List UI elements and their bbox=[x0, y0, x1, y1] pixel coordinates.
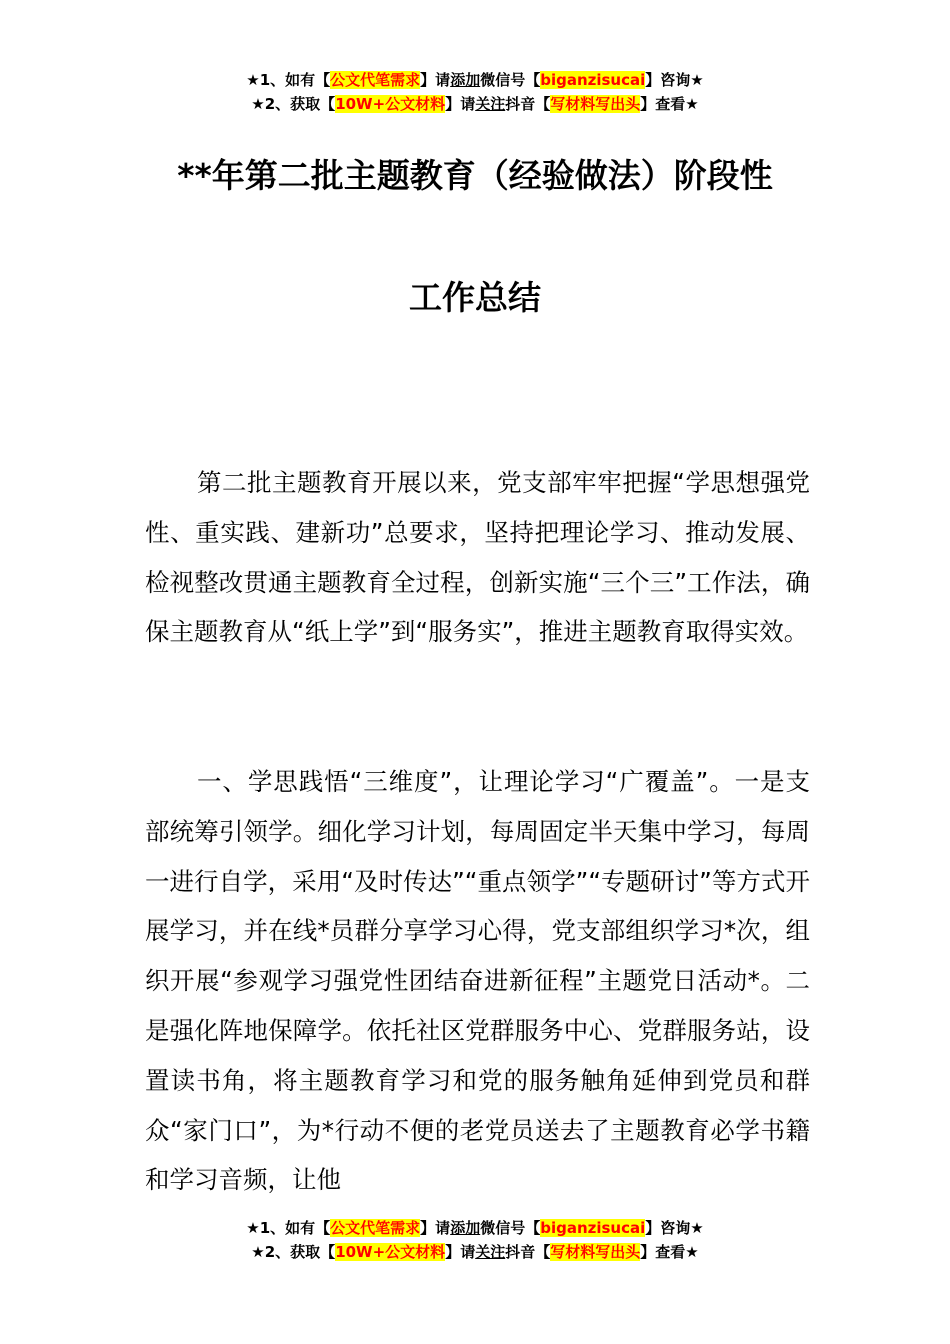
promo-highlight-douyin: 写材料写出头 bbox=[550, 95, 641, 113]
promo-highlight-service: 公文代笔需求 bbox=[330, 71, 421, 89]
promo-text: ★1、如有【 bbox=[246, 71, 331, 89]
promo-text: 】请 bbox=[420, 1219, 451, 1237]
promo-text: 微信号【 bbox=[480, 1219, 541, 1237]
promo-text: 微信号【 bbox=[480, 71, 541, 89]
body-paragraph-section-1: 一、学思践悟“三维度”，让理论学习“广覆盖”。一是支部统筹引领学。细化学习计划，每周固定半天集中学习，每周一进行自学，采用“及时传达”“重点领学”“专题研讨”等方式开展学习，并在线*员群分享学习心得，党支部组织学习*次，组织开展“参观学习强党性团结奋进新征程”主题党日活动*。二是强化阵地保障学。依托社区党群服务中心、党群服务站，设置读书角，将主题教育学习和党的服务触角延伸到党员和群众“家门口”，为*行动不便的老党员送去了主题教育必学书籍和学习音频，让他 bbox=[145, 767, 810, 1195]
promo-text: 】查看★ bbox=[640, 95, 699, 113]
promo-text: 】请 bbox=[445, 1243, 476, 1261]
promo-text: 】查看★ bbox=[640, 1243, 699, 1261]
promo-line-1 bbox=[0, 68, 950, 92]
promo-text: 】请 bbox=[420, 71, 451, 89]
promo-text: 】咨询★ bbox=[645, 1219, 704, 1237]
promo-highlight-materials: 10W+公文材料 bbox=[335, 95, 446, 113]
footer-promo-banner bbox=[0, 1216, 950, 1264]
header-promo-banner bbox=[0, 68, 950, 116]
promo-line-2 bbox=[0, 92, 950, 116]
promo-text: 抖音【 bbox=[505, 95, 551, 113]
promo-text: 】请 bbox=[445, 95, 476, 113]
promo-highlight-wechat-id: biganzisucai bbox=[540, 1219, 646, 1237]
promo-text: ★1、如有【 bbox=[246, 1219, 331, 1237]
body-paragraph-intro: 第二批主题教育开展以来，党支部牢牢把握“学思想强党性、重实践、建新功”总要求，坚持把理论学习、推动发展、检视整改贯通主题教育全过程，创新实施“三个三”工作法，确保主题教育从“纸上学”到“服务实”，推进主题教育取得实效。 bbox=[145, 468, 810, 647]
promo-line-2 bbox=[0, 1240, 950, 1264]
promo-underline-follow: 关注 bbox=[475, 95, 506, 113]
promo-text: 抖音【 bbox=[505, 1243, 551, 1261]
promo-highlight-service: 公文代笔需求 bbox=[330, 1219, 421, 1237]
promo-highlight-douyin: 写材料写出头 bbox=[550, 1243, 641, 1261]
promo-underline-add: 添加 bbox=[450, 71, 481, 89]
document-title-line-1: **年第二批主题教育（经验做法）阶段性 bbox=[177, 156, 773, 195]
promo-highlight-materials: 10W+公文材料 bbox=[335, 1243, 446, 1261]
document-title-line-2: 工作总结 bbox=[409, 278, 541, 317]
promo-line-1 bbox=[0, 1216, 950, 1240]
promo-highlight-wechat-id: biganzisucai bbox=[540, 71, 646, 89]
promo-text: 】咨询★ bbox=[645, 71, 704, 89]
promo-underline-add: 添加 bbox=[450, 1219, 481, 1237]
promo-text: ★2、获取【 bbox=[251, 1243, 336, 1261]
promo-underline-follow: 关注 bbox=[475, 1243, 506, 1261]
promo-text: ★2、获取【 bbox=[251, 95, 336, 113]
